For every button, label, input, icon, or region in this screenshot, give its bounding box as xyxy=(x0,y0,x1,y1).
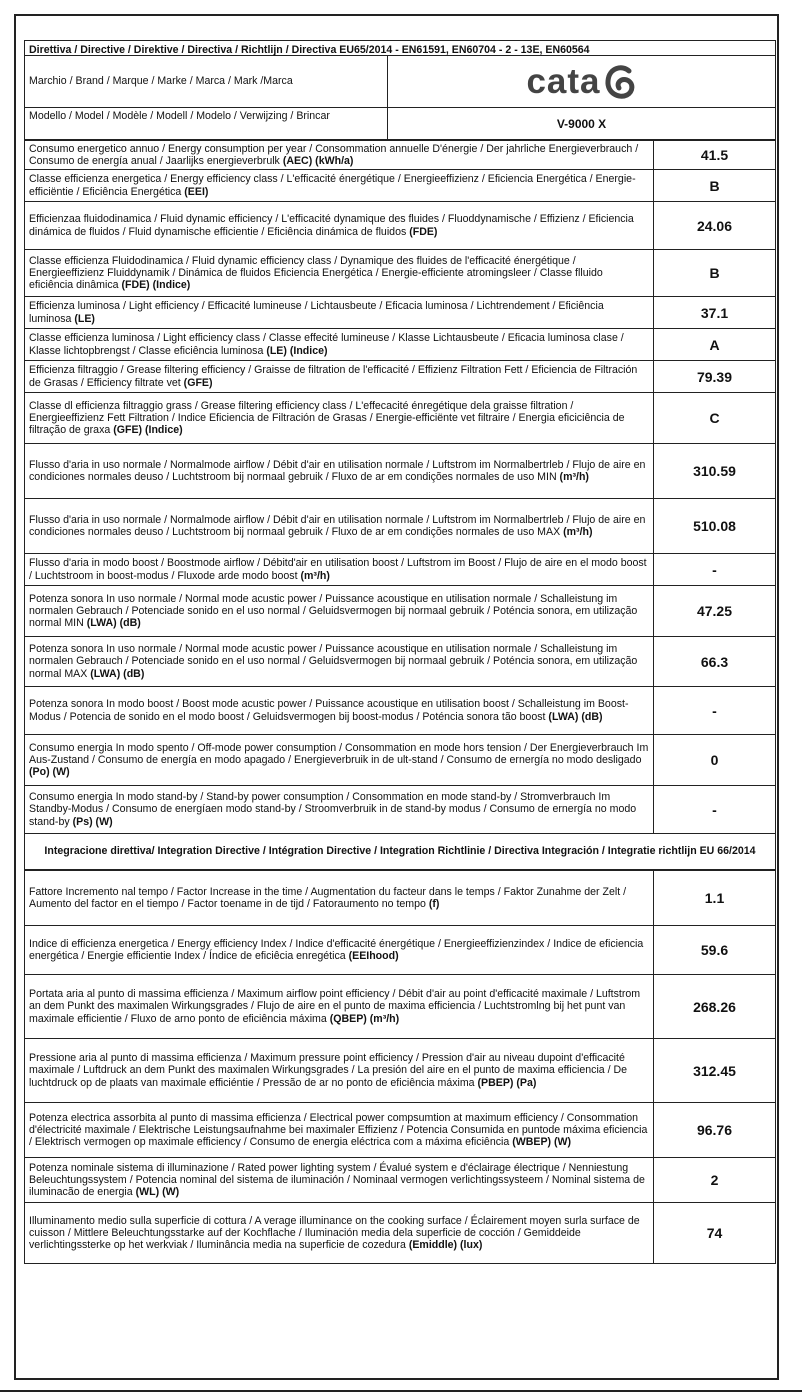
row-unit-code: (Po) (W) xyxy=(29,766,70,779)
row-description: Potenza sonora In uso normale / Normal mode acustic power / Puissance acoustique en utilisation normale / Schalleistung im normalen Gebrauch / Potenciade sonido en el uso normal / Geluidsvermogen bij normaal gebruik / Poténcia sonora, em utilização normal MIN xyxy=(29,592,638,630)
row-description: Flusso d'aria in uso normale / Normalmode airflow / Débit d'air en utilisation normale / Luftstrom im Normalbertrleb / Flujo de aire en condiciones normales deuso / Luchtstroom bij normaal gebruik / Fluxo de ar em condições normales de uso MAX xyxy=(29,513,646,538)
row-description: Classe efficienza energetica / Energy efficiency class / L'efficacité énergétique / Energieeffizienz / Eficiencia Energética / Energie-efficiëntie / Eficiência Energética xyxy=(29,173,636,198)
table-row xyxy=(24,393,776,444)
table-row xyxy=(24,1039,776,1103)
row-description: Consumo energia In modo spento / Off-mode power consumption / Consommation en mode hors tension / Der Energieverbrauch Im Aus-Zustand / Consumo de energía en modo apagado / Energieverbruik in de ult-stand / Consumo de ernergía no modo desligado xyxy=(29,741,649,766)
row-value: 312.45 xyxy=(693,1062,736,1079)
row-label xyxy=(25,586,654,636)
logo-text: cata xyxy=(526,61,601,101)
table-row xyxy=(24,202,776,250)
row-unit-code: (m³/h) xyxy=(563,526,593,538)
row-label-text-wrap xyxy=(29,332,649,357)
row-description: Flusso d'aria in modo boost / Boostmode airflow / Débitd'air en utilisation boost / Luftstrom im Boost / Flujo de aire en el modo boost / Luchtstroom in boost-modus / Fluxode arde modo boost xyxy=(29,557,647,582)
row-unit-code: (QBEP) (m³/h) xyxy=(329,1012,400,1025)
brand-label: Marchio / Brand / Marque / Marke / Marca / Mark /Marca xyxy=(25,56,388,107)
row-label xyxy=(25,786,654,833)
row-description: Potenza nominale sistema di illuminazione / Rated power lighting system / Évalué system e d'éclairage électrique / Nenniestung Beleuchtungssystem / Potencia nominal del sistema de iluminación / Nominaal vermogen verlichtingssysteem / Nominal sistema de iluminacão de energia xyxy=(29,1161,645,1199)
row-label-text-wrap xyxy=(29,938,649,963)
row-unit-code: (FDE) xyxy=(409,225,438,238)
table-row xyxy=(24,735,776,786)
row-unit-code: (m³/h) xyxy=(300,569,330,582)
row-unit-code: (GFE) xyxy=(183,376,213,389)
model-value: V-9000 X xyxy=(556,116,607,131)
table-row xyxy=(24,786,776,834)
row-label xyxy=(25,329,654,360)
row-unit-code: (Emiddle) (lux) xyxy=(408,1239,483,1252)
row-label xyxy=(25,1103,654,1157)
row-label-text-wrap xyxy=(29,1215,649,1252)
row-label xyxy=(25,250,654,296)
row-description: Classe efficienza luminosa / Light efficiency class / Classe effecité lumineuse / Klasse Lichtausbeute / Eficacia luminosa clase / Klasse lichtopbrengst / Classe eficiência luminosa xyxy=(29,332,624,357)
table-row xyxy=(24,926,776,975)
row-unit-code: (WBEP) (W) xyxy=(512,1136,572,1149)
row-label-text-wrap xyxy=(29,1052,649,1089)
row-label xyxy=(25,871,654,925)
row-unit-code: (FDE) (Indice) xyxy=(121,279,191,292)
row-description: Efficienza filtraggio / Grease filtering efficiency / Graisse de filtration de l'efficacité / Effizienz Filtration Fett / Eficiencia de Filtración de Grasas / Efficiency filtrate vet xyxy=(29,364,638,389)
row-value: 1.1 xyxy=(704,890,725,906)
row-value: 310.59 xyxy=(693,463,736,479)
row-description: Indice di efficienza energetica / Energy efficiency Index / Indice d'efficacité énergétique / Energieeffizienzindex / Indice de eficiencia energética / Energie efficientie Index / Índice de eficiêcia enregética xyxy=(29,937,644,962)
row-value: 268.26 xyxy=(693,998,736,1015)
row-label-text-wrap xyxy=(29,698,649,723)
table-row xyxy=(24,637,776,687)
row-label xyxy=(25,141,654,169)
row-value: 74 xyxy=(706,1225,723,1241)
row-label xyxy=(25,926,654,974)
spec-table xyxy=(24,40,776,1264)
row-description: Classe efficienza Fluidodinamica / Fluid dynamic efficiency class / Dynamique des fluides de l'efficacité énergétique / Energieeffizienz Fluiddynamik / Dinámica de fluidos Eficiencia Energética / Energie-efficiente atromingsleer / Classe flluido eficiência dinâmica xyxy=(29,254,603,292)
row-label xyxy=(25,393,654,443)
brand-logo-cell xyxy=(388,56,775,107)
row-label xyxy=(25,499,654,553)
row-unit-code: (AEC) (kWh/a) xyxy=(282,155,354,167)
row-description: Illuminamento medio sulla superficie di cottura / A verage illuminance on the cooking surface / Éclairement moyen surla surface de cuisson / Mittlere Beleuchtungsstarke auf der Kochflache / Iluminación media dela superficie de cocción / Gemiddeide verlichtingssterke op het werkviak / Iluminância media na superficie de cozedura xyxy=(29,1214,640,1252)
row-value: 2 xyxy=(710,1172,719,1188)
row-label xyxy=(25,975,654,1038)
table-row xyxy=(24,1203,776,1264)
table-row xyxy=(24,870,776,926)
row-unit-code: (f) xyxy=(428,898,440,910)
row-label xyxy=(25,202,654,249)
row-unit-code: (LE) (Indice) xyxy=(266,344,328,357)
row-value: A xyxy=(709,336,720,353)
row-description: Flusso d'aria in uso normale / Normalmode airflow / Débit d'air en utilisation normale / Luftstrom im Normalbertrleb / Flujo de aire en condiciones normales deuso / Luchtstroom bij normaal gebruik / Fluxo de ar em condições normales de uso MIN xyxy=(29,458,646,483)
row-label xyxy=(25,170,654,201)
table-row xyxy=(24,975,776,1039)
row-value: 79.39 xyxy=(696,368,733,385)
row-description: Consumo energetico annuo / Energy consumption per year / Consommation annuelle D'énergie / Der jahrliche Energieverbrauch / Consumo de energía anual / Jaarlijks energieverbrulk xyxy=(29,142,639,167)
directive-header-row xyxy=(24,40,776,56)
row-value: B xyxy=(709,177,720,194)
integration-rows xyxy=(24,870,776,1264)
directive-header: Direttiva / Directive / Direktive / Directiva / Richtlijn / Directiva EU65/2014 - EN61591, EN60704 - 2 - 13E, EN60564 xyxy=(29,44,590,56)
table-row xyxy=(24,250,776,297)
row-value: C xyxy=(709,410,720,426)
row-value: 47.25 xyxy=(696,603,733,619)
row-label-text-wrap xyxy=(29,1112,649,1149)
row-label xyxy=(25,1158,654,1202)
row-unit-code: (LWA) (dB) xyxy=(548,710,603,723)
row-unit-code: (Ps) (W) xyxy=(72,815,113,828)
row-label xyxy=(25,297,654,328)
cata-swirl-icon xyxy=(603,63,637,101)
row-label xyxy=(25,735,654,785)
row-label-text-wrap xyxy=(29,514,649,539)
row-value: 510.08 xyxy=(693,518,736,534)
row-label-text-wrap xyxy=(29,173,649,198)
row-value: 41.5 xyxy=(700,147,729,163)
table-row xyxy=(24,297,776,329)
row-label-text-wrap xyxy=(29,364,649,389)
row-value: - xyxy=(712,702,717,719)
row-unit-code: (LE) xyxy=(74,312,95,325)
table-row xyxy=(24,1158,776,1203)
bottom-rule xyxy=(0,1390,802,1392)
row-label-text-wrap xyxy=(29,400,649,437)
row-unit-code: (m³/h) xyxy=(559,471,589,483)
row-unit-code: (PBEP) (Pa) xyxy=(477,1076,537,1089)
row-label-text-wrap xyxy=(29,593,649,630)
row-unit-code: (LWA) (dB) xyxy=(90,667,145,680)
row-value: 59.6 xyxy=(700,942,729,958)
row-description: Portata aria al punto di massima efficienza / Maximum airflow point efficiency / Débit d'air au point d'efficacité maximale / Luftstrom an dem Punkt des maximalen Wirkungsgrades / Flujo de aire en el punto de maxima efficiencia / Luchtstromlng bij het punt van maximale efficientie / Fluxo de arno ponto de eficiência máxima xyxy=(29,988,641,1025)
row-label-text-wrap xyxy=(29,1162,649,1199)
row-value: 66.3 xyxy=(700,653,729,670)
row-label-text-wrap xyxy=(29,143,649,168)
row-value: - xyxy=(712,561,717,578)
table-row xyxy=(24,444,776,499)
row-description: Potenza sonora In uso normale / Normal mode acustic power / Puissance acoustique en utilisation normale / Schalleistung im normalen Gebrauch / Potenciade sonido en el uso normal / Geluidsvermogen bij normaal gebruik / Poténcia sonora, em utilização normal MAX xyxy=(29,643,638,680)
row-label xyxy=(25,444,654,498)
row-label-text-wrap xyxy=(29,300,649,325)
row-description: Fattore Incremento nal tempo / Factor Increase in the time / Augmentation du facteur dans le temps / Faktor Zunahme der Zelt / Aumento del factor en el tiempo / Factor toename in de tijd / Fatoraumento no tempo xyxy=(29,885,627,910)
row-label xyxy=(25,554,654,585)
row-description: Efficienza luminosa / Light efficiency / Efficacité lumineuse / Lichtausbeute / Eficacia luminosa / Lichtrendement / Eficiência luminosa xyxy=(29,300,604,325)
row-label-text-wrap xyxy=(29,255,649,292)
row-label-text-wrap xyxy=(29,643,649,680)
table-row xyxy=(24,499,776,554)
row-unit-code: (LWA) (dB) xyxy=(86,617,141,630)
row-label-text-wrap xyxy=(29,557,649,582)
row-value: 24.06 xyxy=(696,217,733,234)
table-row xyxy=(24,170,776,202)
row-value: 96.76 xyxy=(696,1122,733,1138)
row-value: 0 xyxy=(710,752,719,768)
row-value: - xyxy=(712,801,717,818)
row-description: Classe dl efficienza filtraggio grass / Grease filtering efficiency class / L'effecacité énregétique dela graisse filtration / Energieeffizienz Fett Filtration / Indice Eficiencia de Filtración de Grasas / Energie-efficiënte vet filtraire / Energia eficiciência de filtração de graxa xyxy=(29,399,625,437)
row-label xyxy=(25,361,654,392)
row-label-text-wrap xyxy=(29,459,649,484)
table-row xyxy=(24,329,776,361)
row-unit-code: (GFE) (Indice) xyxy=(113,424,183,437)
table-row xyxy=(24,554,776,586)
row-value: 37.1 xyxy=(700,304,729,321)
row-label-text-wrap xyxy=(29,791,649,828)
brand-row xyxy=(24,56,776,108)
table-row xyxy=(24,586,776,637)
row-label-text-wrap xyxy=(29,742,649,779)
row-label xyxy=(25,637,654,686)
energy-label-sheet xyxy=(14,14,779,1380)
row-label xyxy=(25,1039,654,1102)
row-description: Efficienzaa fluidodinamica / Fluid dynamic efficiency / L'efficacité dynamique des fluides / Fluoddynamische / Effizienz / Eficiencia dinámica de fluidos / Fluid dynamische efficientie / Eficiência dinámica de fluidos xyxy=(29,213,634,238)
row-label-text-wrap xyxy=(29,988,649,1025)
row-description: Potenza sonora In modo boost / Boost mode acustic power / Puissance acoustique en utilisation boost / Schalleistung im Boost-Modus / Potencia de sonido en el modo boost / Geluidsvermogen bij boost-modus / Poténcia sonora tão boost xyxy=(29,698,629,723)
row-unit-code: (EEIhood) xyxy=(348,950,399,962)
model-label: Modello / Model / Modèle / Modell / Modelo / Verwijzing / Brincar xyxy=(25,108,388,139)
row-label-text-wrap xyxy=(29,886,649,911)
table-row xyxy=(24,140,776,170)
row-value: B xyxy=(709,265,720,281)
row-label xyxy=(25,1203,654,1263)
table-row xyxy=(24,361,776,393)
row-description: Pressione aria al punto di massima efficienza / Maximum pressure point efficiency / Pression d'air au niveau dupoint d'efficacité maximale / Luftdruck an dem Punkt des maximalen Wirkungsgrades / La presión del aire en el punto de maxima efficiencia / De luchtdruck op de plaats van maximale efficiéntie / Pressão de ar no ponto de eficiência máxima xyxy=(29,1052,628,1089)
row-description: Consumo energia In modo stand-by / Stand-by power consumption / Consommation en mode stand-by / Stromverbrauch Im Standby-Modus / Consumo de energíaen modo stand-by / Stroomverbruik in de stand-by modus / Consumo de ernergía no modo stand-by xyxy=(29,791,637,828)
section-title: Integracione direttiva/ Integration Directive / Intégration Directive / Integration Richtlinie / Directiva Integración / Integratie richtlijn EU 66/2014 xyxy=(44,845,756,858)
row-description: Potenza electrica assorbita al punto di massima efficienza / Electrical power compsumtion at maximum efficiency / Consommation d'électricité maximale / Elektrische Leistungsaufnahme bei maximaler Effizienz / Potencia Consumida en puntode máxima eficiencia / Elektrisch vermogen op maximale efficiency / Consumo de energia eléctrica com a máxima eficiência xyxy=(29,1111,648,1149)
model-row xyxy=(24,108,776,140)
table-row xyxy=(24,1103,776,1158)
brand-logo xyxy=(526,62,636,102)
row-unit-code: (WL) (W) xyxy=(135,1186,180,1199)
table-row xyxy=(24,687,776,735)
row-label xyxy=(25,687,654,734)
spec-rows xyxy=(24,140,776,834)
row-label-text-wrap xyxy=(29,213,649,238)
section-title-row xyxy=(24,834,776,870)
row-unit-code: (EEI) xyxy=(184,185,209,198)
